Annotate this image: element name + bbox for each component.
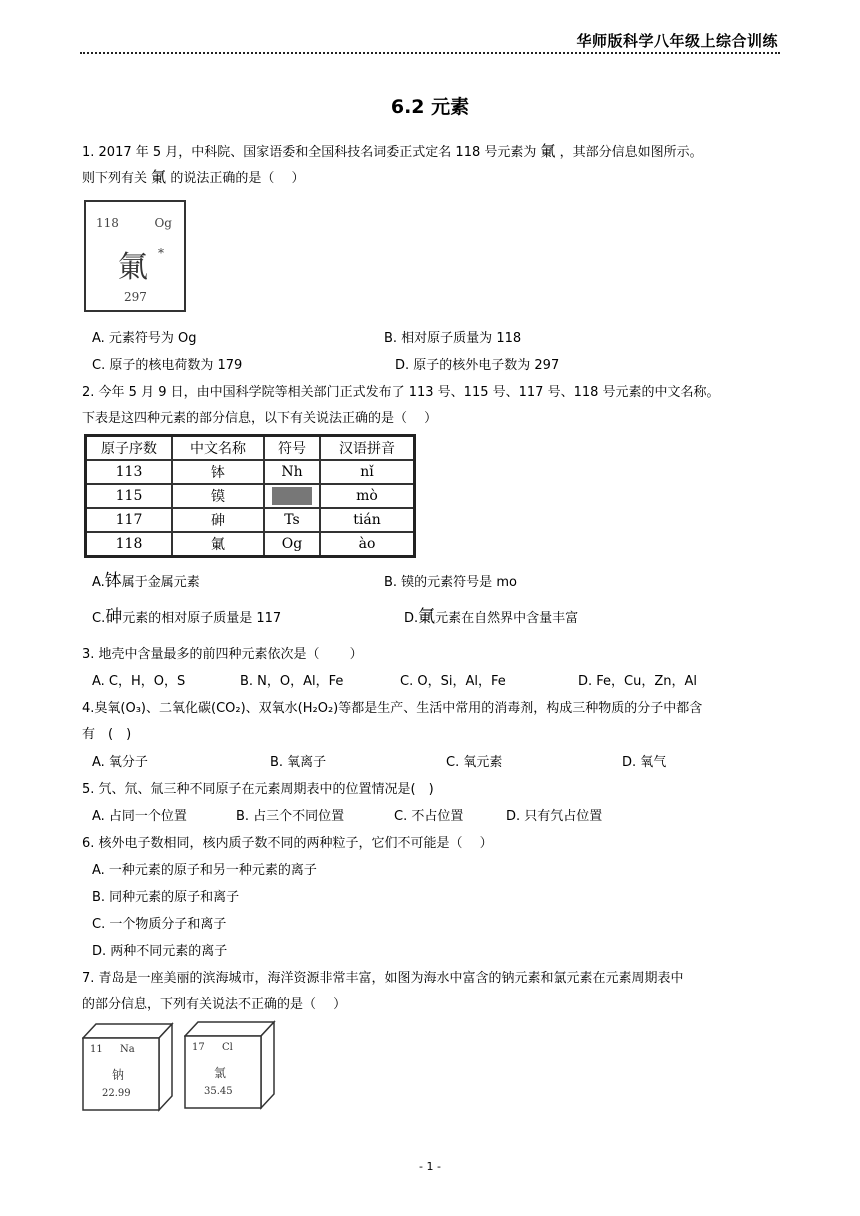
table-row [86,460,415,484]
cl-name: 氯 [214,1066,227,1080]
og-char-icon: 氭 [151,168,167,186]
table-cell: 氭 [172,532,264,557]
q6-stem: 6. 核外电子数相同，核内质子数不同的两种粒子，它们不可能是（ ） [82,836,493,851]
nh-char-icon: 钵 [104,571,122,591]
q4-option-b: B. 氧离子 [270,755,327,770]
option-text: 元素在自然界中含量丰富 [435,611,579,626]
element-star: * [158,246,164,260]
q4-option-a: A. 氧分子 [92,755,148,770]
og-char-icon: 氭 [418,607,436,627]
option-text: 元素的相对原子质量是 117 [122,611,282,626]
header-title: 华师版科学八年级上综合训练 [576,32,778,50]
page-number: - 1 - [419,1160,441,1173]
table-cell: 砷 [172,508,264,532]
q1-stem2-tail: 的说法正确的是（ ） [170,171,305,186]
q6-option-b: B. 同种元素的原子和离子 [92,890,240,905]
table-cell: Og [264,532,320,557]
q3-option-a: A. C，H，O，S [92,674,186,689]
cl-atomic-mass: 35.45 [204,1086,233,1097]
q2-option-b: B. 镆的元素符号是 mo [384,575,517,590]
table-cell: 115 [86,484,173,508]
q4-option-c: C. 氧元素 [446,755,503,770]
q1-stem2-head: 则下列有关 [82,171,148,186]
table-cell: Ts [264,508,320,532]
q6-option-c: C. 一个物质分子和离子 [92,917,227,932]
element-name: 氭 [118,250,148,285]
table-cell: nǐ [320,460,415,484]
q3-option-d: D. Fe，Cu，Zn，Al [578,674,698,689]
table-cell: 113 [86,460,173,484]
cl-symbol: Cl [222,1042,233,1053]
table-cell: Nh [264,460,320,484]
q6-option-a: A. 一种元素的原子和另一种元素的离子 [92,863,317,878]
na-name: 钠 [112,1068,125,1082]
q5-option-d: D. 只有氕占位置 [506,809,603,824]
q2-option-c [92,608,281,628]
table-cell: tián [320,508,415,532]
table-cell-masked [264,484,320,508]
q1-option-b: B. 相对原子质量为 118 [384,331,522,346]
q3-option-b: B. N，O，Al，Fe [240,674,344,689]
table-cell: 镆 [172,484,264,508]
na-atomic-mass: 22.99 [102,1088,131,1099]
option-label: A. [92,575,105,590]
q4-stem-line1: 4.臭氧(O₃)、二氧化碳(CO₂)、双氧水(H₂O₂)等都是生产、生活中常用的消毒剂，构成三种物质的分子中都含 [82,701,703,716]
page-title: 6.2 元素 [390,96,470,118]
masked-symbol-box [272,487,312,505]
q6-option-d: D. 两种不同元素的离子 [92,944,228,959]
q5-option-c: C. 不占位置 [394,809,464,824]
table-row [86,532,415,557]
table-header-row [86,436,415,461]
table-header: 汉语拼音 [320,436,415,461]
q5-stem: 5. 氕、氘、氚三种不同原子在元素周期表中的位置情况是( ) [82,782,434,797]
q1-option-d: D. 原子的核外电子数为 297 [395,358,560,373]
q3-stem: 3. 地壳中含量最多的前四种元素依次是（ ） [82,647,363,662]
table-row [86,484,415,508]
q1-option-c: C. 原子的核电荷数为 179 [92,358,243,373]
q5-option-b: B. 占三个不同位置 [236,809,345,824]
table-cell: 117 [86,508,173,532]
q1-stem-tail: ，其部分信息如图所示。 [559,145,703,160]
cl-element-cube [184,1020,276,1112]
table-cell: 钵 [172,460,264,484]
na-atomic-number: 11 [90,1044,103,1055]
q2-stem-line2: 下表是这四种元素的部分信息，以下有关说法正确的是（ ） [82,411,438,426]
cube-outline [82,1022,174,1114]
atomic-number: 118 [96,216,119,230]
q7-stem-line2: 的部分信息，下列有关说法不正确的是（ ） [82,997,347,1012]
q1-stem-line2 [82,168,304,188]
og-char-icon: 氭 [540,142,556,160]
na-symbol: Na [120,1044,135,1055]
table-cell: mò [320,484,415,508]
q2-option-a [92,572,200,592]
q3-option-c: C. O，Si，Al，Fe [400,674,506,689]
q1-option-a: A. 元素符号为 Og [92,331,197,346]
na-element-cube [82,1022,174,1114]
q2-option-d [404,608,578,628]
option-label: D. [404,611,419,626]
q1-stem-text: 1. 2017 年 5 月，中科院、国家语委和全国科技名词委正式定名 118 号元素为 [82,145,537,160]
atomic-mass: 297 [124,290,147,304]
q1-stem-line1 [82,142,703,162]
cl-atomic-number: 17 [192,1042,205,1053]
table-cell: ào [320,532,415,557]
table-header: 原子序数 [86,436,173,461]
og-element-card [84,200,186,312]
q5-option-a: A. 占同一个位置 [92,809,187,824]
cube-outline [184,1020,276,1112]
option-label: C. [92,611,106,626]
ts-char-icon: 砷 [105,607,123,627]
q7-stem-line1: 7. 青岛是一座美丽的滨海城市，海洋资源非常丰富，如图为海水中富含的钠元素和氯元素在元素周期表中 [82,971,684,986]
table-cell: 118 [86,532,173,557]
header-divider [80,52,780,54]
table-header: 中文名称 [172,436,264,461]
table-header: 符号 [264,436,320,461]
option-text: 属于金属元素 [121,575,200,590]
table-row [86,508,415,532]
q4-stem-line2: 有 ( ) [82,727,132,742]
q2-stem-line1: 2. 今年 5 月 9 日，由中国科学院等相关部门正式发布了 113 号、115 号、117 号、118 号元素的中文名称。 [82,385,720,400]
q4-option-d: D. 氧气 [622,755,667,770]
element-symbol: Og [154,216,172,230]
element-table [84,434,416,558]
